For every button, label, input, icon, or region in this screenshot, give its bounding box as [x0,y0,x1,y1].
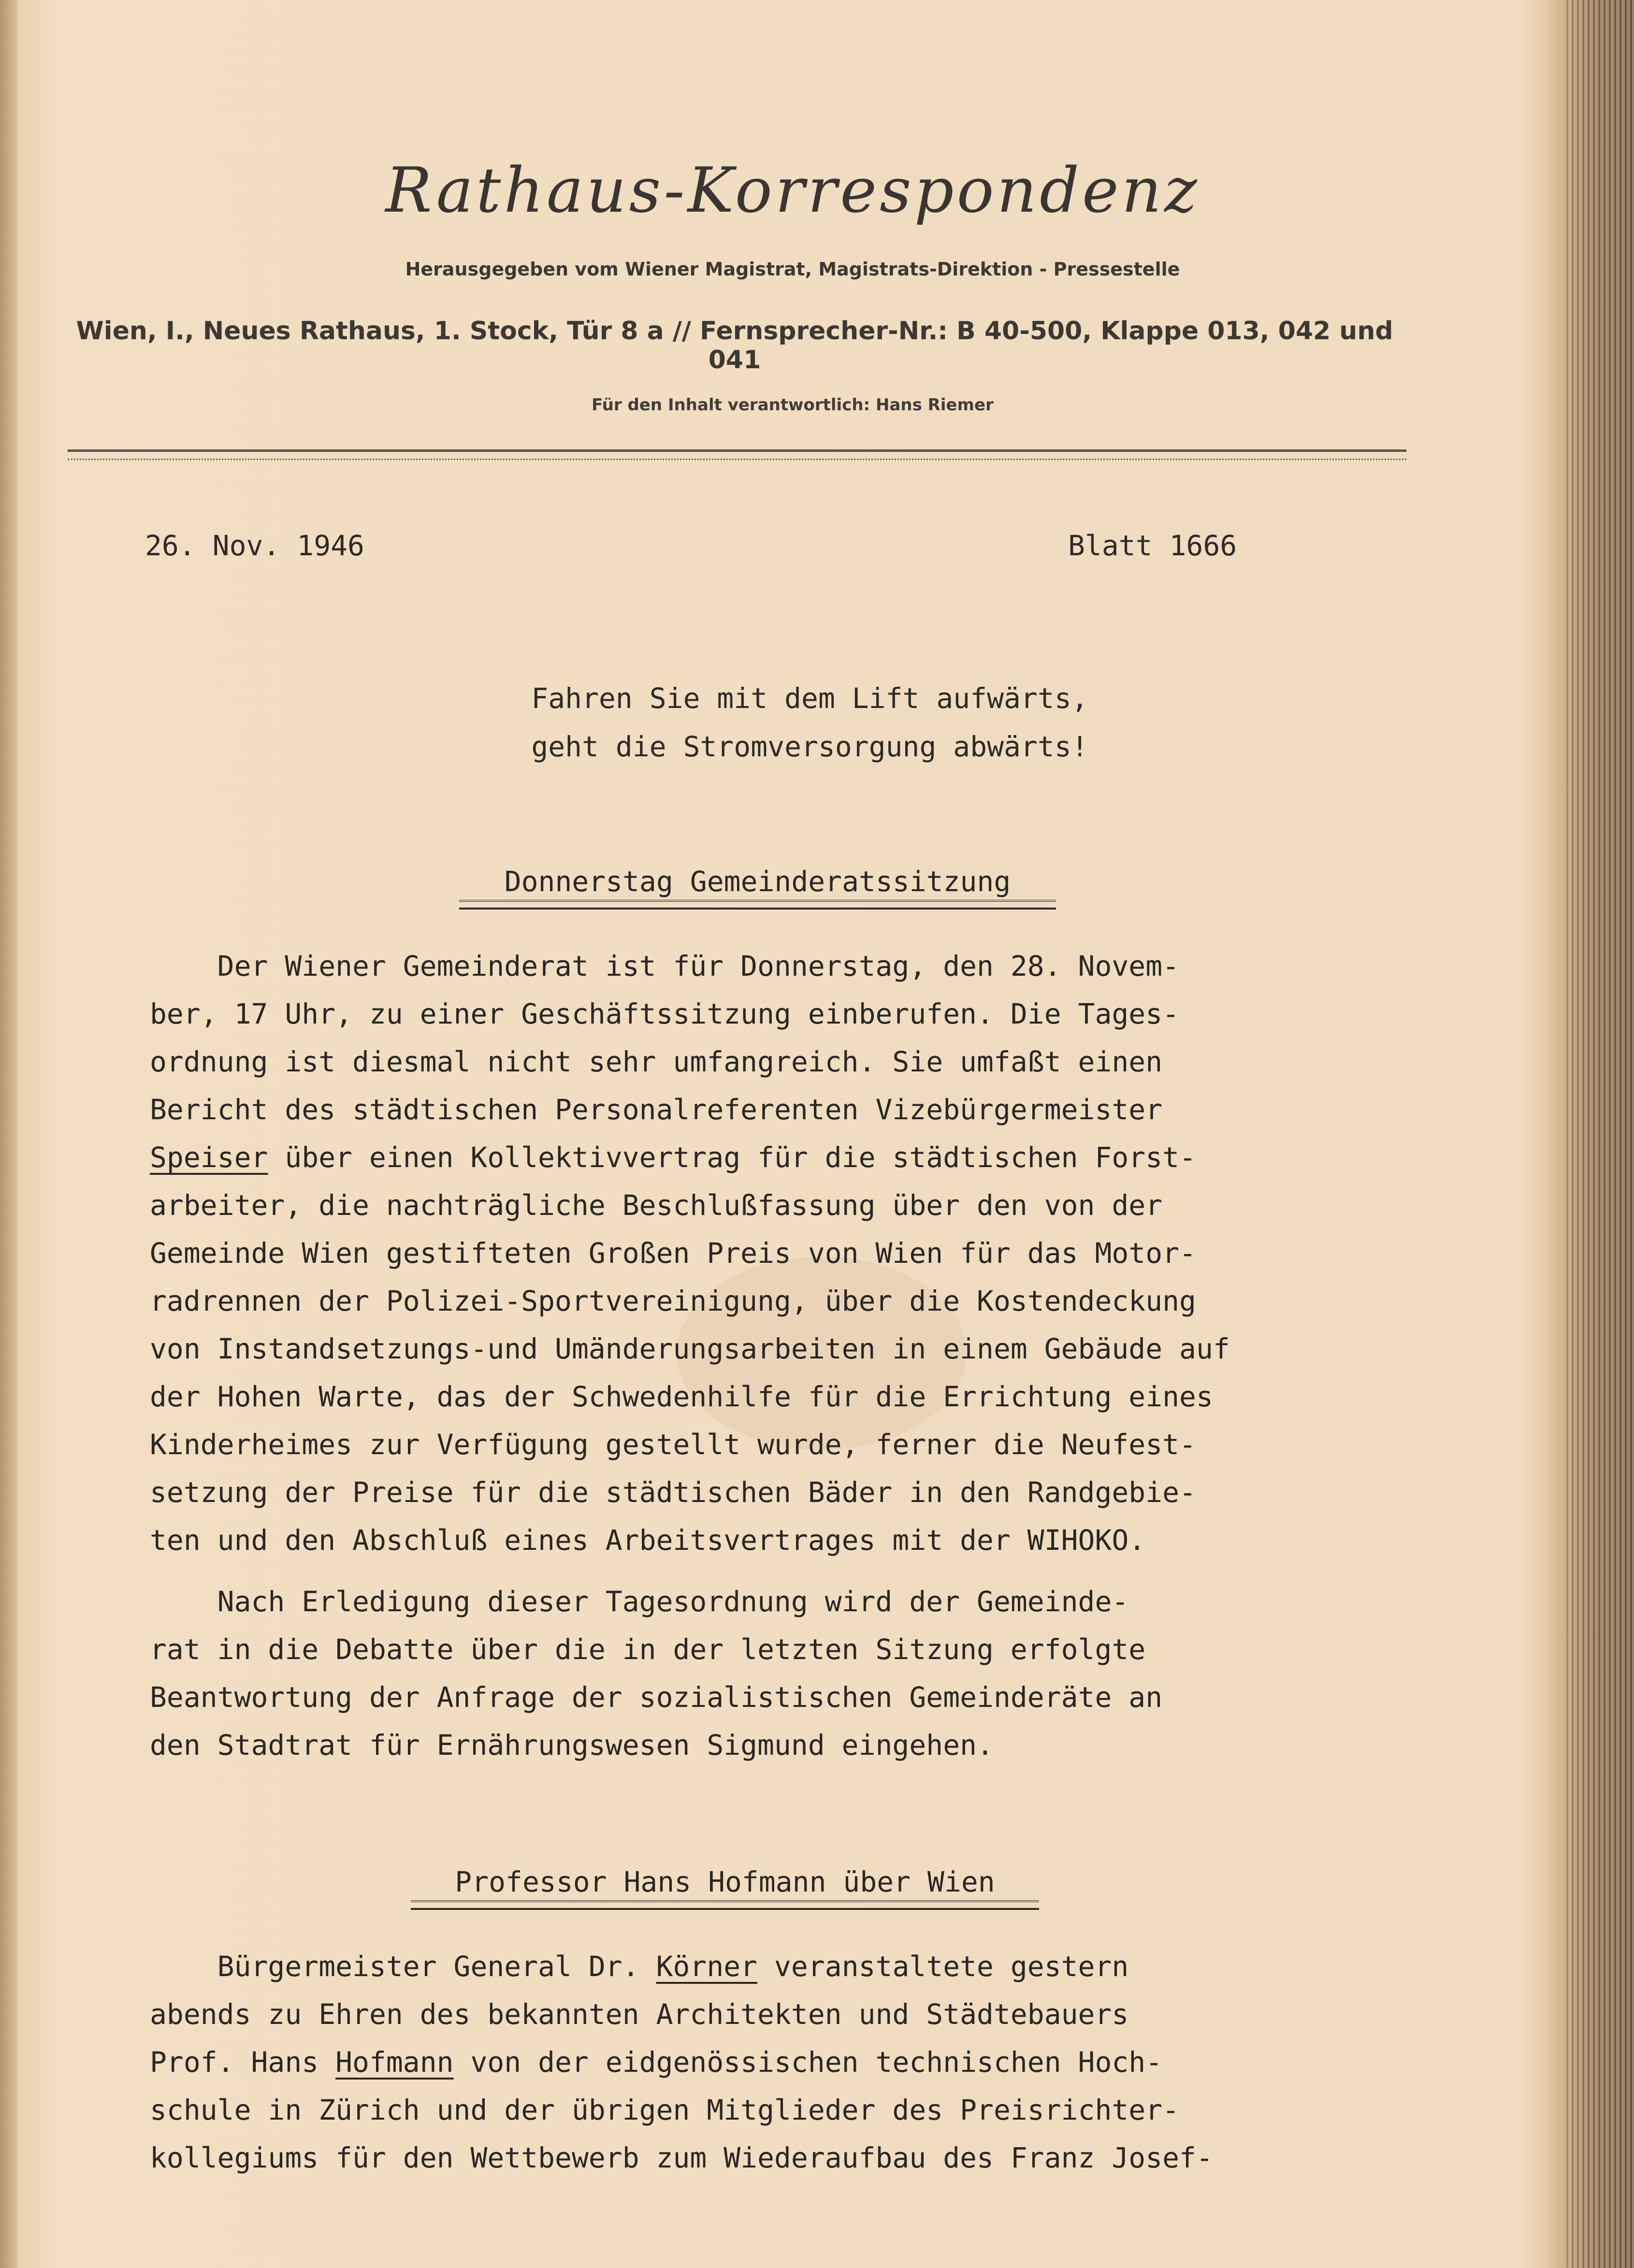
text-line: kollegiums für den Wettbewerb zum Wiederaufbau des Franz Josef- [150,2141,1213,2174]
masthead-divider [68,449,1406,460]
text-line: Nach Erledigung dieser Tagesordnung wird der Gemeinde- [150,1585,1129,1618]
text-line: rat in die Debatte über die in der letzten Sitzung erfolgte [150,1633,1146,1666]
heading-underline [459,900,1056,910]
masthead-publisher: Herausgegeben vom Wiener Magistrat, Magistrats-Direktion - Pressestelle [405,259,1180,280]
article-1-heading-text: Donnerstag Gemeinderatssitzung [504,865,1011,898]
name-speiser: Speiser [150,1141,268,1174]
text-line: arbeiter, die nachträgliche Beschlußfassung über den von der [150,1189,1163,1222]
slogan-line-2: geht die Stromversorgung abwärts! [531,730,1088,763]
text-line: ber, 17 Uhr, zu einer Geschäftssitzung einberufen. Die Tages- [150,997,1180,1030]
text-line: Kinderheimes zur Verfügung gestellt wurde, ferner die Neufest- [150,1428,1196,1461]
text-line: den Stadtrat für Ernährungswesen Sigmund eingehen. [150,1729,994,1762]
text-line: abends zu Ehren des bekannten Architekten und Städtebauers [150,1998,1129,2031]
text-line [150,1943,1213,1991]
text-span: über einen Kollektivvertrag für die städtischen Forst- [268,1141,1196,1174]
article-2-heading [411,1865,1039,1910]
text-line: ordnung ist diesmal nicht sehr umfangreich. Sie umfaßt einen [150,1045,1163,1078]
text-span: Prof. Hans [150,2046,336,2079]
text-line: Bericht des städtischen Personalreferenten Vizebürgermeister [150,1093,1163,1126]
text-line: Beantwortung der Anfrage der sozialistischen Gemeinderäte an [150,1681,1163,1714]
text-line: setzung der Preise für die städtischen Bäder in den Randgebie- [150,1476,1196,1509]
masthead-responsible: Für den Inhalt verantwortlich: Hans Riemer [592,395,994,415]
slogan [0,674,1634,771]
heading-underline [411,1900,1039,1910]
text-span: Bürgermeister General Dr. [150,1950,656,1983]
issue-date: 26. Nov. 1946 [145,529,364,562]
masthead-address: Wien, I., Neues Rathaus, 1. Stock, Tür 8 a // Fernsprecher-Nr.: B 40-500, Klappe 013, 042 und 041 [76,317,1393,375]
text-line: der Hohen Warte, das der Schwedenhilfe für die Errichtung eines [150,1380,1213,1413]
text-line: Der Wiener Gemeinderat ist für Donnerstag, den 28. Novem- [150,950,1180,982]
text-line: von Instandsetzungs-und Umänderungsarbeiten in einem Gebäude auf [150,1332,1230,1365]
article-2-heading-text: Professor Hans Hofmann über Wien [455,1865,995,1898]
text-line: Gemeinde Wien gestifteten Großen Preis von Wien für das Motor- [150,1237,1196,1270]
text-span: von der eidgenössischen technischen Hoch- [453,2046,1163,2079]
article-1-paragraph-1 [150,942,1230,1564]
page-binding [0,0,17,2268]
article-2-paragraph-1 [150,1943,1213,2182]
text-line: ten und den Abschluß eines Arbeitsvertrages mit der WIHOKO. [150,1524,1146,1557]
text-line: radrennen der Polizei-Sportvereinigung, über die Kostendeckung [150,1285,1196,1317]
text-line [150,2038,1213,2086]
name-hofmann: Hofmann [335,2046,454,2079]
sheet-number: Blatt 1666 [1068,529,1237,562]
slogan-line-1: Fahren Sie mit dem Lift aufwärts, [531,682,1088,715]
text-line [150,1134,1230,1182]
text-line: schule in Zürich und der übrigen Mitglieder des Preisrichter- [150,2094,1180,2126]
masthead-title: Rathaus-Korrespondenz [385,155,1200,227]
page-stack-edge [1566,0,1634,2268]
name-koerner: Körner [656,1950,758,1983]
article-1-paragraph-2 [150,1578,1162,1769]
article-1-heading [459,865,1056,910]
text-span: veranstaltete gestern [757,1950,1129,1983]
